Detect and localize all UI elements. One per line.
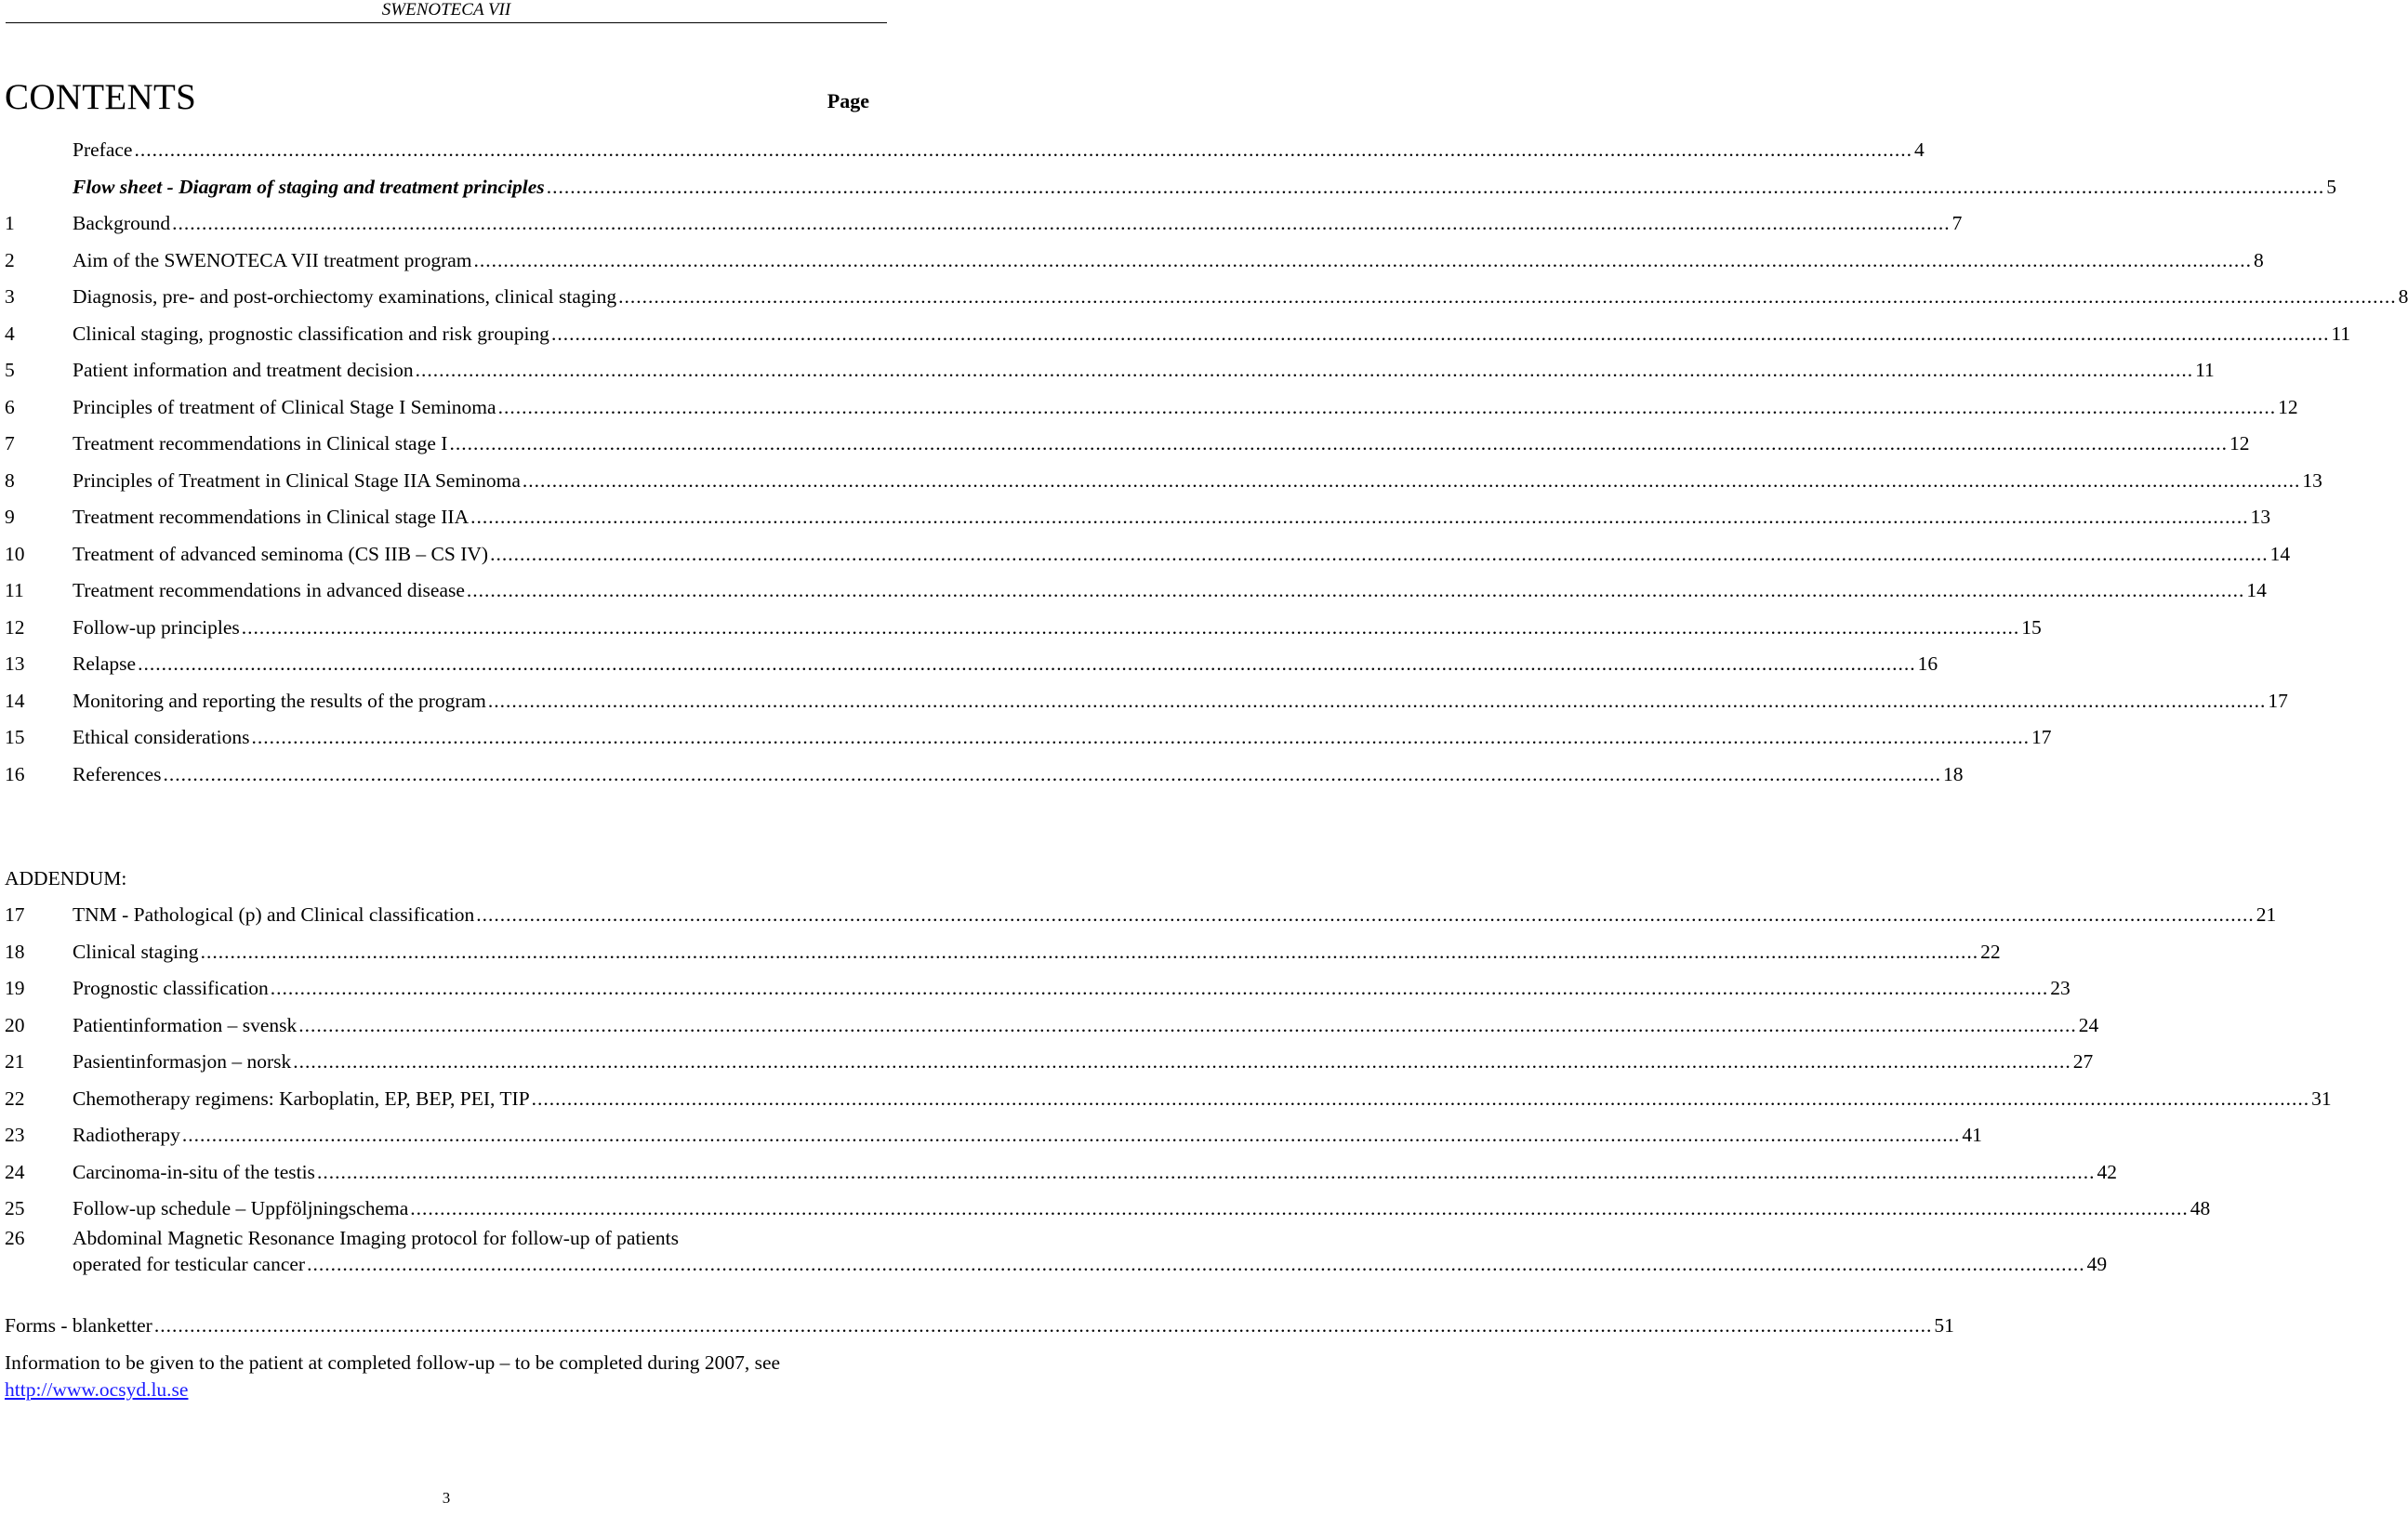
leader-dots: ............................................................................................................................................................................................................................................................................................................ — [476, 903, 2255, 926]
leader-dots: ............................................................................................................................................................................................................................................................................................................ — [449, 432, 2228, 454]
entry-label: Treatment recommendations in Clinical stage IIA — [73, 506, 470, 528]
entry-label: Chemotherapy regimens: Karboplatin, EP, BEP, PEI, TIP — [73, 1087, 530, 1110]
toc-entry[interactable] — [5, 209, 1963, 237]
entry-number: 22 — [5, 1087, 25, 1110]
entry-label: Flow sheet - Diagram of staging and treatment principles — [73, 175, 545, 198]
entry-number: 9 — [5, 506, 15, 528]
entry-label-line2: operated for testicular cancer — [73, 1253, 306, 1275]
entry-page: 17 — [2268, 689, 2288, 712]
entry-number: 13 — [5, 652, 25, 675]
entry-label: Follow-up schedule – Uppföljningschema — [73, 1197, 409, 1219]
toc-entry[interactable] — [5, 320, 2351, 348]
entry-page: 49 — [2086, 1253, 2108, 1275]
leader-dots: ............................................................................................................................................................................................................................................................................................................ — [134, 138, 1912, 161]
leader-dots: ............................................................................................................................................................................................................................................................................................................ — [550, 322, 2330, 345]
leader-dots: ............................................................................................................................................................................................................................................................................................................ — [522, 468, 2301, 492]
leader-dots: ............................................................................................................................................................................................................................................................................................................ — [251, 726, 2030, 748]
entry-number: 2 — [5, 248, 15, 271]
leader-dots: ............................................................................................................................................................................................................................................................................................................ — [470, 506, 2249, 528]
toc-entry[interactable] — [5, 650, 1938, 678]
entry-number: 6 — [5, 395, 15, 418]
entry-page: 11 — [2195, 359, 2215, 381]
entry-number: 18 — [5, 940, 25, 963]
leader-dots: ............................................................................................................................................................................................................................................................................................................ — [138, 652, 1916, 675]
entry-number: 17 — [5, 903, 25, 926]
toc-entry[interactable] — [5, 393, 2298, 421]
info-text: Information to be given to the patient at completed follow-up – to be completed during 2007, see — [5, 1351, 781, 1374]
entry-number: 20 — [5, 1013, 25, 1036]
entry-number: 5 — [5, 359, 15, 381]
leader-dots: ............................................................................................................................................................................................................................................................................................................ — [415, 359, 2194, 381]
toc-entry[interactable] — [5, 283, 2408, 310]
entry-label: Monitoring and reporting the results of the program — [73, 689, 486, 712]
entry-page: 4 — [1913, 138, 1925, 161]
running-header — [6, 0, 887, 23]
entry-number: 24 — [5, 1160, 25, 1183]
entry-label: Diagnosis, pre- and post-orchiectomy examinations, clinical staging — [73, 285, 617, 308]
entry-page: 17 — [2031, 726, 2052, 748]
entry-label: Ethical considerations — [73, 726, 250, 748]
entry-page: 11 — [2331, 322, 2351, 345]
toc-entry[interactable] — [5, 356, 2215, 384]
leader-dots: ............................................................................................................................................................................................................................................................................................................ — [410, 1197, 2189, 1219]
toc-entry[interactable] — [5, 246, 2264, 274]
leader-dots: ............................................................................................................................................................................................................................................................................................................ — [466, 579, 2245, 601]
entry-label: Patient information and treatment decision — [73, 359, 414, 381]
leader-dots: ............................................................................................................................................................................................................................................................................................................ — [153, 1314, 1933, 1337]
entry-label: Treatment recommendations in advanced disease — [73, 579, 465, 601]
toc-entry[interactable] — [5, 540, 2291, 568]
entry-label: Background — [73, 212, 171, 234]
toc-entry[interactable] — [5, 974, 2071, 1002]
entry-page: 12 — [2278, 395, 2298, 418]
toc-entry-26[interactable] — [5, 1225, 2108, 1277]
leader-dots: ............................................................................................................................................................................................................................................................................................................ — [163, 762, 1941, 785]
entry-number: 21 — [5, 1050, 25, 1073]
entry-number: 7 — [5, 432, 15, 454]
entry-number: 23 — [5, 1124, 25, 1146]
follow-up-info — [5, 1350, 841, 1403]
leader-dots: ............................................................................................................................................................................................................................................................................................................ — [618, 285, 2397, 308]
entry-label: Patientinformation – svensk — [73, 1013, 298, 1036]
leader-dots: ............................................................................................................................................................................................................................................................................................................ — [172, 212, 1951, 234]
leader-dots: ............................................................................................................................................................................................................................................................................................................ — [546, 175, 2325, 198]
leader-dots: ............................................................................................................................................................................................................................................................................................................ — [270, 977, 2049, 999]
leader-dots: ............................................................................................................................................................................................................................................................................................................ — [293, 1050, 2071, 1073]
entry-label: Forms - blanketter — [5, 1314, 152, 1337]
entry-number: 15 — [5, 726, 25, 748]
entry-page: 8 — [2398, 285, 2408, 308]
page-column-heading: Page — [827, 89, 869, 112]
toc-entry[interactable] — [5, 1085, 2332, 1113]
toc-entry[interactable] — [5, 1158, 2117, 1186]
entry-page: 7 — [1952, 212, 1963, 234]
entry-number: 11 — [5, 579, 24, 601]
entry-page: 23 — [2050, 977, 2071, 999]
entry-label: References — [73, 762, 162, 785]
entry-number: 26 — [5, 1227, 25, 1249]
toc-entry[interactable] — [5, 938, 2001, 966]
leader-dots: ............................................................................................................................................................................................................................................................................................................ — [473, 248, 2253, 271]
entry-page: 13 — [2302, 468, 2322, 492]
entry-number: 14 — [5, 689, 25, 712]
entry-label: Treatment of advanced seminoma (CS IIB – CS IV) — [73, 542, 489, 565]
entry-page: 41 — [1962, 1124, 1982, 1146]
leader-dots: ............................................................................................................................................................................................................................................................................................................ — [181, 1124, 1961, 1146]
entry-label: Principles of Treatment in Clinical Stage IIA Seminoma — [73, 468, 521, 492]
toc-entry[interactable] — [5, 429, 2250, 457]
entry-label: Treatment recommendations in Clinical stage I — [73, 432, 448, 454]
entry-number: 1 — [5, 212, 15, 234]
ocsyd-link[interactable]: http://www.ocsyd.lu.se — [5, 1378, 189, 1401]
leader-dots: ............................................................................................................................................................................................................................................................................................................ — [487, 689, 2267, 712]
entry-label-line1: Abdominal Magnetic Resonance Imaging protocol for follow-up of patients — [73, 1227, 680, 1249]
entry-label: Pasientinformasjon – norsk — [73, 1050, 292, 1073]
entry-page: 16 — [1917, 652, 1938, 675]
toc-entry[interactable] — [5, 503, 2271, 531]
leader-dots: ............................................................................................................................................................................................................................................................................................................ — [298, 1013, 2077, 1036]
entry-label: Aim of the SWENOTECA VII treatment program — [73, 248, 472, 271]
entry-label: TNM - Pathological (p) and Clinical classification — [73, 903, 475, 926]
toc-entry[interactable] — [5, 613, 2042, 641]
leader-dots: ............................................................................................................................................................................................................................................................................................................ — [490, 542, 2269, 565]
entry-number: 8 — [5, 468, 15, 492]
entry-label: Relapse — [73, 652, 137, 675]
entry-page: 42 — [2097, 1160, 2117, 1183]
toc-entry[interactable] — [5, 136, 1925, 164]
page-number: 3 — [442, 1489, 451, 1507]
leader-dots: ............................................................................................................................................................................................................................................................................................................ — [316, 1160, 2096, 1183]
entry-page: 27 — [2072, 1050, 2094, 1073]
entry-number: 12 — [5, 615, 25, 639]
entry-page: 8 — [2254, 248, 2264, 271]
header-title: SWENOTECA VII — [381, 0, 511, 20]
toc-entry[interactable] — [5, 576, 2267, 604]
toc-entry[interactable] — [5, 173, 2336, 201]
toc-entry[interactable] — [5, 723, 2052, 751]
entry-page: 14 — [2269, 542, 2291, 565]
entry-number: 10 — [5, 542, 25, 565]
entry-page: 12 — [2229, 432, 2250, 454]
entry-page: 51 — [1934, 1314, 1954, 1337]
entry-number: 16 — [5, 762, 25, 785]
toc-entry[interactable] — [5, 687, 2288, 715]
toc-entry-forms[interactable] — [5, 1311, 1954, 1339]
entry-page: 5 — [2326, 175, 2336, 198]
entry-page: 31 — [2311, 1087, 2332, 1110]
entry-page: 13 — [2250, 506, 2271, 528]
leader-dots: ............................................................................................................................................................................................................................................................................................................ — [200, 940, 1979, 963]
entry-label: Prognostic classification — [73, 977, 269, 999]
leader-dots: ............................................................................................................................................................................................................................................................................................................ — [241, 615, 2020, 639]
entry-page: 24 — [2078, 1013, 2099, 1036]
toc-entry[interactable] — [5, 1011, 2099, 1039]
entry-label: Follow-up principles — [73, 615, 240, 639]
entry-page: 22 — [1980, 940, 2001, 963]
entry-number: 4 — [5, 322, 15, 345]
entry-label: Principles of treatment of Clinical Stage I Seminoma — [73, 395, 496, 418]
entry-page: 18 — [1943, 762, 1964, 785]
contents-title: CONTENTS — [5, 77, 197, 117]
entry-label: Clinical staging — [73, 940, 199, 963]
leader-dots: ............................................................................................................................................................................................................................................................................................................ — [497, 395, 2277, 418]
toc-entry[interactable] — [5, 1047, 2094, 1075]
entry-number: 3 — [5, 285, 15, 308]
entry-page: 14 — [2246, 579, 2267, 601]
entry-label: Radiotherapy — [73, 1124, 180, 1146]
addendum-heading: ADDENDUM: — [5, 867, 127, 889]
leader-dots: ............................................................................................................................................................................................................................................................................................................ — [531, 1087, 2310, 1110]
toc-entry[interactable] — [5, 760, 1964, 788]
entry-page: 48 — [2190, 1197, 2211, 1219]
entry-page: 15 — [2021, 615, 2042, 639]
entry-label: Clinical staging, prognostic classification and risk grouping — [73, 322, 549, 345]
entry-label: Preface — [73, 138, 133, 161]
entry-number: 19 — [5, 977, 25, 999]
leader-dots: ............................................................................................................................................................................................................................................................................................................ — [307, 1253, 2085, 1275]
entry-label: Carcinoma-in-situ of the testis — [73, 1160, 315, 1183]
entry-number: 25 — [5, 1197, 25, 1219]
entry-page: 21 — [2256, 903, 2277, 926]
toc-entry[interactable] — [5, 1121, 1982, 1149]
toc-entry[interactable] — [5, 901, 2277, 929]
toc-entry[interactable] — [5, 467, 2322, 494]
toc-entry[interactable] — [5, 1194, 2211, 1222]
